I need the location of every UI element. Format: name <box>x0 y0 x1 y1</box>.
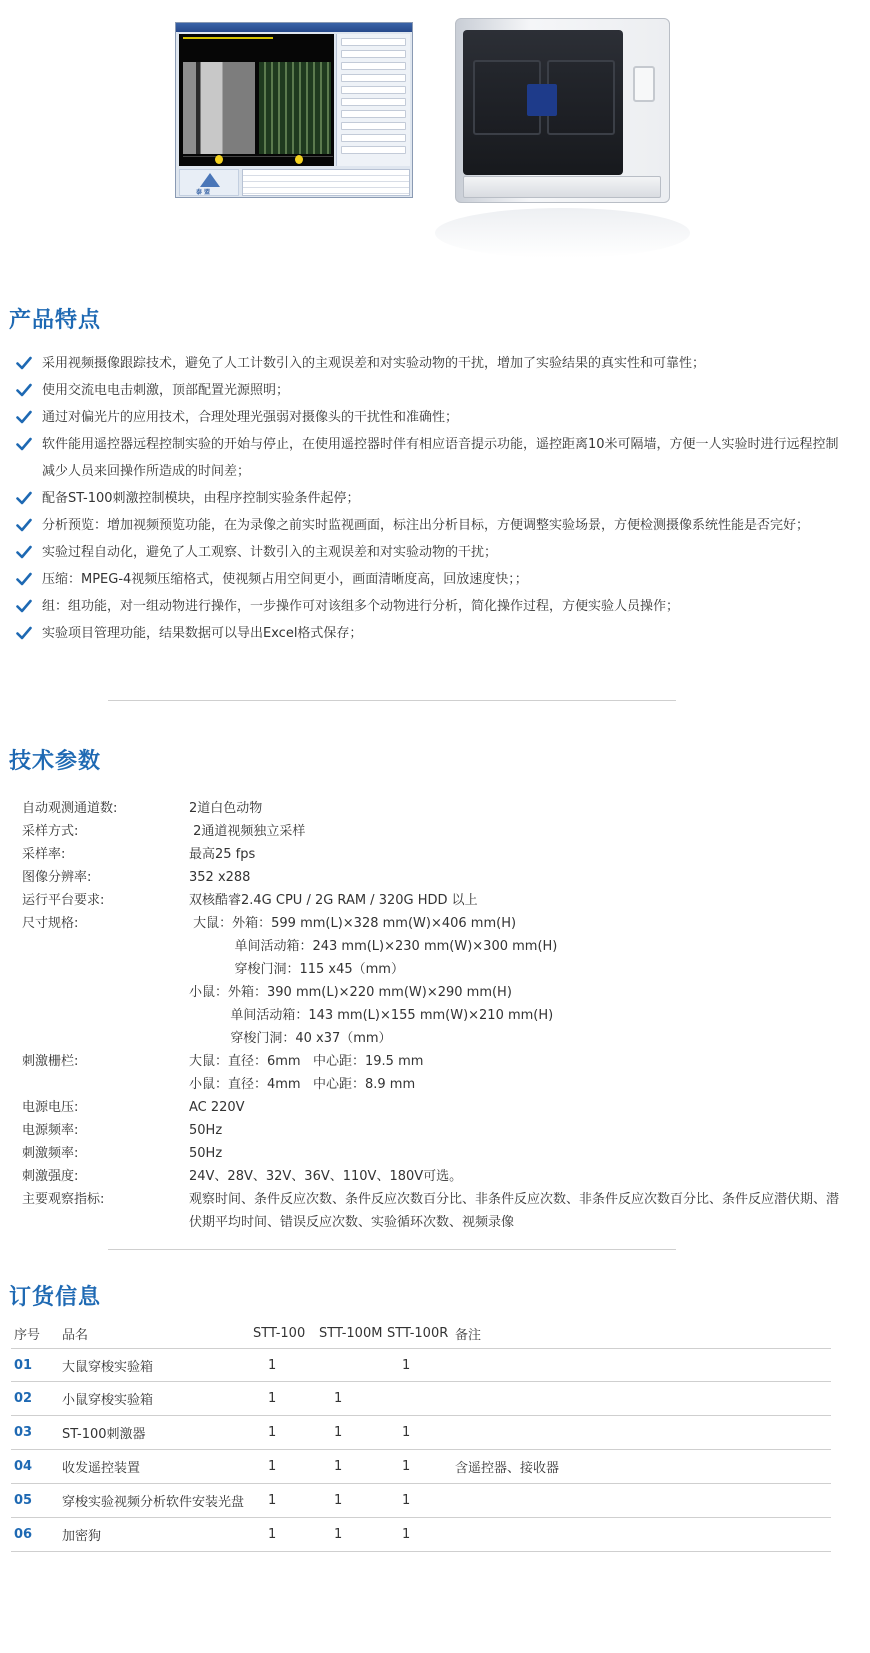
order-no: 03 <box>14 1425 33 1440</box>
order-stt-100m: 1 <box>334 1391 343 1406</box>
order-stt-100m: 1 <box>334 1459 343 1474</box>
device-badge <box>527 84 557 116</box>
spec-value-line: 穿梭门洞：40 x37（mm） <box>189 1031 392 1046</box>
spec-value-line: 单间活动箱：243 mm(L)×230 mm(W)×300 mm(H) <box>189 939 558 954</box>
spec-value-line: 观察时间、条件反应次数、条件反应次数百分比、非条件反应次数、非条件反应次数百分比、条件反应潜伏期、潜伏期平均时间、错误反应次数、实验循环次数、视频录像 <box>189 1192 840 1230</box>
order-table <box>11 1318 831 1552</box>
feature-item <box>12 539 842 566</box>
feature-item <box>12 593 842 620</box>
spec-value <box>189 1188 842 1234</box>
spec-value-line: 50Hz <box>189 1146 223 1161</box>
table-row <box>11 1382 831 1416</box>
header-stt-100: STT-100 <box>253 1325 306 1341</box>
header-stt-100m: STT-100M <box>319 1325 383 1341</box>
checkmark-icon <box>16 491 32 505</box>
spec-value-line: 穿梭门洞：115 x45（mm） <box>189 962 404 977</box>
spec-row <box>22 1096 842 1119</box>
features-title: 产品特点 <box>9 308 102 333</box>
table-row <box>11 1348 831 1382</box>
checkmark-icon <box>16 383 32 397</box>
spec-value <box>189 1142 842 1165</box>
spec-row <box>22 1188 842 1234</box>
feature-item <box>12 620 842 647</box>
spec-value-line: 大鼠：外箱：599 mm(L)×328 mm(W)×406 mm(H) <box>189 916 517 931</box>
order-stt-100: 1 <box>268 1527 277 1542</box>
order-stt-100: 1 <box>268 1493 277 1508</box>
order-table-body <box>11 1348 831 1552</box>
camera-view-left <box>183 62 255 154</box>
spec-key: 图像分辨率: <box>22 870 92 885</box>
feature-text: 压缩：MPEG-4视频压缩格式，使视频占用空间更小，画面清晰度高，回放速度快；； <box>42 572 528 587</box>
bulb-icon <box>295 155 303 164</box>
spec-row <box>22 912 842 1050</box>
spec-value-line: 24V、28V、32V、36V、110V、180V可选。 <box>189 1169 463 1184</box>
software-screenshot <box>175 22 413 198</box>
spec-value-line: 单间活动箱：143 mm(L)×155 mm(W)×210 mm(H) <box>189 1008 554 1023</box>
spec-value-line: 最高25 fps <box>189 847 256 862</box>
feature-text: 实验项目管理功能，结果数据可以导出Excel格式保存； <box>42 626 363 641</box>
spec-row <box>22 1142 842 1165</box>
header-no: 序号 <box>14 1327 41 1343</box>
feature-text: 组：组功能，对一组动物进行操作，一步操作可对该组多个动物进行分析，简化操作过程，方便实验人员操作； <box>42 599 680 614</box>
spec-row <box>22 889 842 912</box>
spec-row <box>22 820 842 843</box>
order-no: 04 <box>14 1459 33 1474</box>
spec-row <box>22 1165 842 1188</box>
header-note: 备注 <box>455 1327 482 1343</box>
feature-item <box>12 350 842 377</box>
spec-value <box>189 797 842 820</box>
order-table-header <box>11 1318 831 1348</box>
header-name: 品名 <box>62 1327 89 1343</box>
software-result-table <box>242 169 410 196</box>
order-stt-100r: 1 <box>402 1357 411 1373</box>
order-no: 02 <box>14 1391 33 1406</box>
table-row <box>11 1450 831 1484</box>
order-no: 06 <box>14 1527 33 1542</box>
spec-value <box>189 1165 842 1188</box>
order-name: 大鼠穿梭实验箱 <box>62 1359 154 1375</box>
order-stt-100m: 1 <box>334 1493 343 1508</box>
shuttle-box-device-photo <box>455 18 670 208</box>
order-name: 穿梭实验视频分析软件安装光盘 <box>62 1495 245 1510</box>
camera-view-right <box>259 62 331 154</box>
spec-key: 采样方式: <box>22 824 79 839</box>
order-stt-100: 1 <box>268 1459 277 1474</box>
feature-item <box>12 566 842 593</box>
spec-value <box>189 1119 842 1142</box>
feature-text: 采用视频摄像跟踪技术，避免了人工计数引入的主观误差和对实验动物的干扰，增加了实验结果的真实性和可靠性； <box>42 356 706 371</box>
spec-row <box>22 843 842 866</box>
spec-key: 电源电压: <box>22 1100 79 1115</box>
order-stt-100: 1 <box>268 1357 277 1373</box>
feature-item <box>12 485 842 512</box>
spec-value-line: 2通道视频独立采样 <box>189 824 306 839</box>
order-stt-100r: 1 <box>402 1527 411 1542</box>
spec-value <box>189 1096 842 1119</box>
spec-row <box>22 866 842 889</box>
checkmark-icon <box>16 599 32 613</box>
spec-value-line: 2道白色动物 <box>189 801 263 816</box>
checkmark-icon <box>16 626 32 640</box>
order-name: ST-100刺激器 <box>62 1427 146 1442</box>
order-stt-100: 1 <box>268 1391 277 1406</box>
spec-key: 主要观察指标: <box>22 1192 105 1207</box>
specs-title: 技术参数 <box>9 749 102 774</box>
spec-value <box>189 1050 842 1096</box>
logo-text: 泰盟 <box>196 189 213 196</box>
feature-item <box>12 377 842 404</box>
spec-value <box>189 889 842 912</box>
spec-value-line: 352 x288 <box>189 870 251 885</box>
spec-value-line: 小鼠：外箱：390 mm(L)×220 mm(W)×290 mm(H) <box>189 985 512 1000</box>
order-stt-100r: 1 <box>402 1425 411 1440</box>
checkmark-icon <box>16 410 32 424</box>
order-name: 加密狗 <box>62 1529 102 1544</box>
order-name: 收发遥控装置 <box>62 1461 141 1476</box>
order-no: 05 <box>14 1493 33 1508</box>
feature-text: 通过对偏光片的应用技术，合理处理光强弱对摄像头的干扰性和准确性； <box>42 410 459 425</box>
specs-table <box>22 797 842 1234</box>
spec-row <box>22 1050 842 1096</box>
spec-value-line: 双核酷睿2.4G CPU / 2G RAM / 320G HDD 以上 <box>189 893 478 908</box>
spec-key: 刺激频率: <box>22 1146 79 1161</box>
device-reflection <box>435 208 690 258</box>
feature-item <box>12 404 842 431</box>
order-name: 小鼠穿梭实验箱 <box>62 1393 154 1408</box>
order-stt-100: 1 <box>268 1425 277 1440</box>
order-note: 含遥控器、接收器 <box>455 1461 560 1476</box>
order-stt-100m: 1 <box>334 1527 343 1542</box>
order-title: 订货信息 <box>9 1285 102 1310</box>
video-info-overlay <box>183 37 273 57</box>
spec-value <box>189 820 842 843</box>
spec-key: 采样率: <box>22 847 66 862</box>
spec-row <box>22 797 842 820</box>
spec-key: 自动观测通道数: <box>22 801 118 816</box>
section-divider <box>108 1249 676 1250</box>
spec-value-line: 50Hz <box>189 1123 223 1138</box>
spec-key: 刺激栅栏: <box>22 1054 79 1069</box>
logo-icon <box>200 173 220 187</box>
order-stt-100m: 1 <box>334 1425 343 1440</box>
checkmark-icon <box>16 518 32 532</box>
checkmark-icon <box>16 437 32 451</box>
features-list <box>12 350 842 647</box>
spec-key: 尺寸规格: <box>22 916 79 931</box>
spec-row <box>22 1119 842 1142</box>
spec-value-line: 小鼠：直径：4mm 中心距：8.9 mm <box>189 1077 416 1092</box>
feature-text: 分析预览：增加视频预览功能，在为录像之前实时监视画面，标注出分析目标，方便调整实验场景，方便检测摄像系统性能是否完好； <box>42 518 810 533</box>
feature-text: 使用交流电电击刺激，顶部配置光源照明； <box>42 383 290 398</box>
spec-key: 电源频率: <box>22 1123 79 1138</box>
order-stt-100r: 1 <box>402 1493 411 1508</box>
device-drawer <box>463 176 661 198</box>
bulb-icon <box>215 155 223 164</box>
spec-key: 刺激强度: <box>22 1169 79 1184</box>
feature-text: 软件能用遥控器远程控制实验的开始与停止，在使用遥控器时伴有相应语音提示功能，遥控距离10米可隔墙，方便一人实验时进行远程控制减少人员来回操作所造成的时间差； <box>42 437 839 479</box>
order-stt-100r: 1 <box>402 1459 411 1474</box>
header-stt-100r: STT-100R <box>387 1325 449 1341</box>
table-row <box>11 1484 831 1518</box>
spec-value-line: 大鼠：直径：6mm 中心距：19.5 mm <box>189 1054 424 1069</box>
feature-text: 实验过程自动化，避免了人工观察、计数引入的主观误差和对实验动物的干扰； <box>42 545 498 560</box>
software-video-view <box>179 34 334 166</box>
spec-key: 运行平台要求: <box>22 893 105 908</box>
table-row <box>11 1416 831 1450</box>
table-row <box>11 1518 831 1552</box>
software-titlebar <box>176 23 412 32</box>
spec-value-line: AC 220V <box>189 1100 245 1115</box>
feature-text: 配备ST-100刺激控制模块，由程序控制实验条件起停； <box>42 491 360 506</box>
checkmark-icon <box>16 356 32 370</box>
device-handle <box>633 66 655 102</box>
software-logo-box <box>179 169 239 196</box>
checkmark-icon <box>16 545 32 559</box>
software-control-panel <box>336 34 410 166</box>
feature-item <box>12 512 842 539</box>
feature-item <box>12 431 842 485</box>
order-no: 01 <box>14 1357 33 1373</box>
video-status-bar <box>183 156 333 164</box>
spec-value <box>189 912 842 1050</box>
device-door-right <box>547 60 615 135</box>
hero-images <box>0 0 870 270</box>
spec-value <box>189 866 842 889</box>
spec-value <box>189 843 842 866</box>
checkmark-icon <box>16 572 32 586</box>
device-front-panel <box>463 30 623 175</box>
section-divider <box>108 700 676 701</box>
